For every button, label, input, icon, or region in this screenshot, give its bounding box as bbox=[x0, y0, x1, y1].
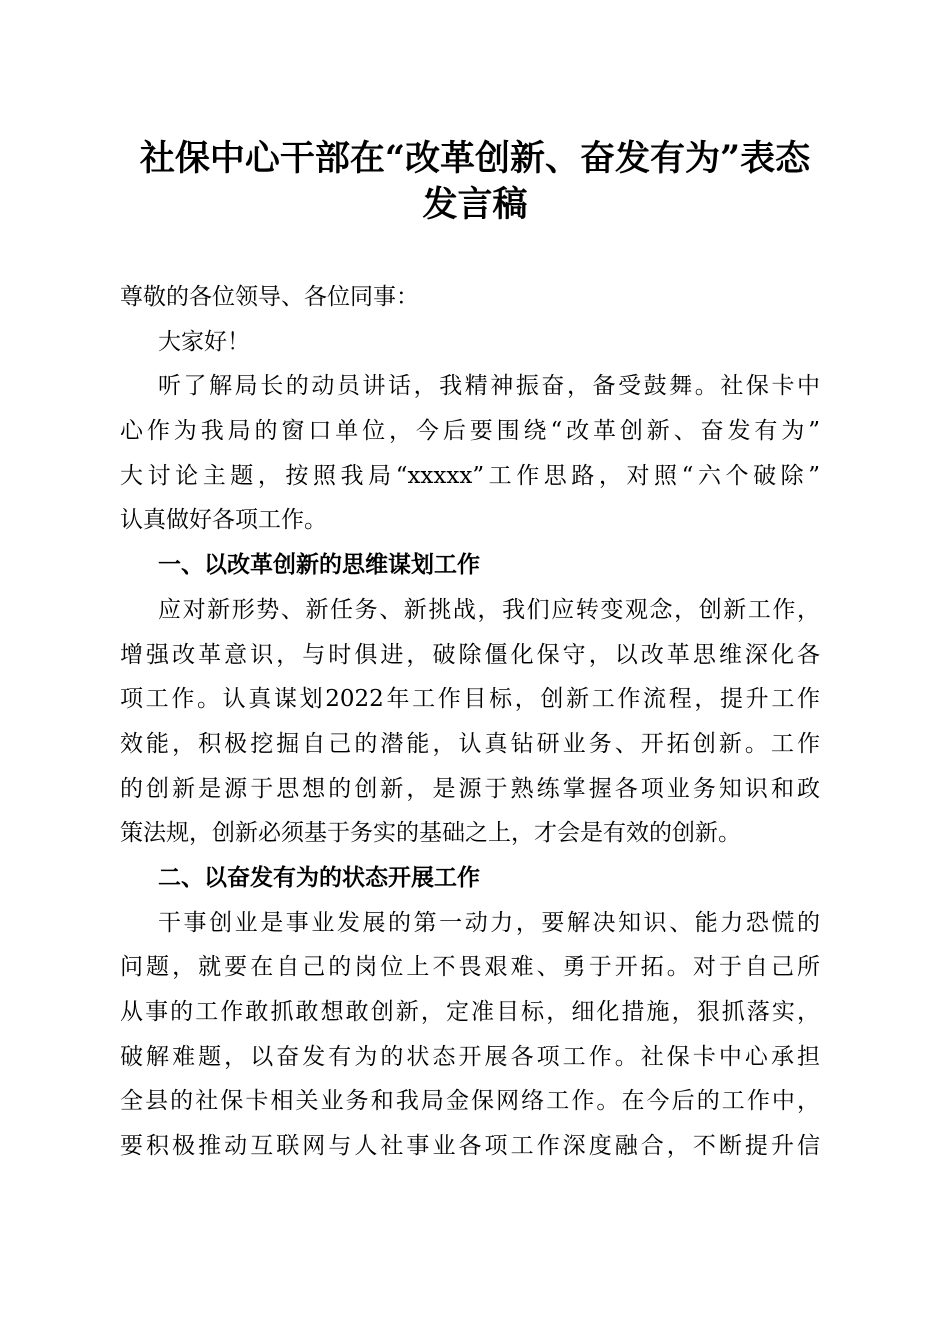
title-line-2: 发言稿 bbox=[422, 184, 528, 225]
text-line: 大家好！ bbox=[158, 328, 250, 355]
text-line: 尊敬的各位领导、各位同事： bbox=[120, 284, 419, 310]
text-line: 干事创业是事业发展的第一动力，要解决知识、能力恐慌的 bbox=[158, 909, 820, 936]
paragraph bbox=[120, 588, 820, 856]
text-line: 应对新形势、新任务、新挑战，我们应转变观念，创新工作， bbox=[158, 596, 820, 623]
paragraph bbox=[120, 320, 820, 365]
text-line: 策法规，创新必须基于务实的基础之上，才会是有效的创新。 bbox=[120, 820, 741, 847]
text-line: 全县的社保卡相关业务和我局金保网络工作。在今后的工作中， bbox=[120, 1088, 820, 1115]
text-line: 破解难题，以奋发有为的状态开展各项工作。社保卡中心承担 bbox=[120, 1043, 820, 1070]
text-line: 大讨论主题，按照我局“xxxxx”工作思路，对照“六个破除” bbox=[120, 462, 820, 489]
text-line: 效能，积极挖掘自己的潜能，认真钻研业务、开拓创新。工作 bbox=[120, 730, 820, 757]
paragraph bbox=[120, 364, 820, 543]
text-line: 的创新是源于思想的创新，是源于熟练掌握各项业务知识和政 bbox=[120, 775, 820, 802]
section-heading bbox=[120, 543, 820, 588]
text-line: 认真做好各项工作。 bbox=[120, 507, 327, 534]
document-body bbox=[120, 275, 820, 1169]
text-line: 听了解局长的动员讲话，我精神振奋，备受鼓舞。社保卡中 bbox=[158, 373, 820, 400]
text-line: 二、以奋发有为的状态开展工作 bbox=[158, 864, 480, 891]
text-line: 项工作。认真谋划2022年工作目标，创新工作流程，提升工作 bbox=[120, 686, 820, 713]
section-heading bbox=[120, 856, 820, 901]
text-line: 问题，就要在自己的岗位上不畏艰难、勇于开拓。对于自己所 bbox=[120, 954, 820, 981]
title-line-1: 社保中心干部在“改革创新、奋发有为”表态 bbox=[139, 138, 811, 179]
text-line: 从事的工作敢抓敢想敢创新，定准目标，细化措施，狠抓落实， bbox=[120, 999, 820, 1025]
text-line: 心作为我局的窗口单位，今后要围绕“改革创新、奋发有为” bbox=[120, 418, 820, 445]
text-line: 增强改革意识，与时俱进，破除僵化保守，以改革思维深化各 bbox=[120, 641, 820, 668]
text-line: 一、以改革创新的思维谋划工作 bbox=[158, 552, 480, 579]
salutation bbox=[120, 275, 820, 320]
document-title bbox=[0, 136, 950, 228]
text-line: 要积极推动互联网与人社事业各项工作深度融合，不断提升信 bbox=[120, 1133, 820, 1160]
paragraph bbox=[120, 901, 820, 1169]
